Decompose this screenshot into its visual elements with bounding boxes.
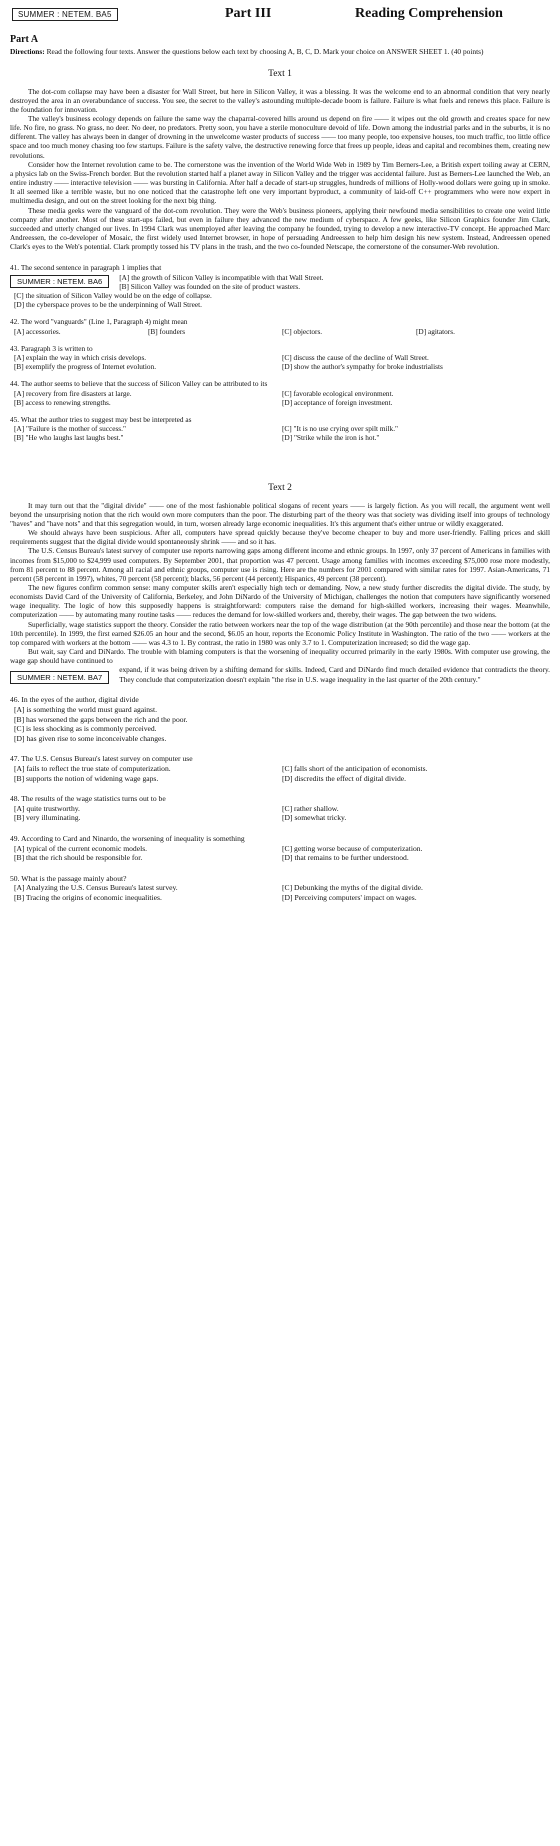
options [10, 705, 550, 743]
option-c[interactable]: [C] rather shallow. [282, 803, 339, 813]
text-2-paragraph: It may turn out that the "digital divide" —— one of the most fashionable political slogans of recent years —— is largely fiction. As you will recall, the argument went well beyond the unsurprising notion that the rich would own more computers than the poor. The disturbing part of the theory was that society was dividing itself into groups of technology "haves" and "have nots" and that this segregation would, in turn, worsen already large economic inequalities. It's this argument that's either untrue or wildly exaggerated. [10, 500, 550, 528]
question-41-options-row [10, 273, 550, 291]
option-c[interactable]: [C] the situation of Silicon Valley would be on the edge of collapse. [14, 290, 212, 300]
question-stem: 47. The U.S. Census Bureau's latest survey on computer use [10, 754, 193, 764]
options [10, 804, 550, 823]
question-48 [10, 794, 550, 823]
question-stem: 41. The second sentence in paragraph 1 implies that [10, 263, 162, 273]
option-b[interactable]: [B] supports the notion of widening wage gaps. [14, 773, 159, 783]
text-1-title: Text 1 [268, 68, 292, 79]
option-b[interactable]: [B] founders [148, 326, 186, 336]
question-43 [10, 344, 550, 372]
question-44 [10, 379, 550, 407]
text-2-title: Text 2 [268, 482, 292, 493]
option-c[interactable]: [C] favorable ecological environment. [282, 388, 394, 398]
option-d[interactable]: [D] Perceiving computers' impact on wages. [282, 892, 417, 902]
option-d[interactable]: [D] that remains to be further understood. [282, 853, 409, 863]
question-stem: 44. The author seems to believe that the success of Silicon Valley can be attributed to its [10, 379, 268, 389]
question-41-options-cd [10, 291, 550, 309]
text-2-paragraph: Superficially, wage statistics support the theory. Consider the ratio between workers near the top of the wage distribution (at the 90th percentile) and those near the bottom (at the 10th percentile). In 1999, the first earned $26.05 an hour and the second, $6.05 an hour, reports the Economic Policy Institute in Washington. The ratio of the two —— workers at the top compared with workers at the bottom —— was 4.3 to 1. By contrast, the ratio in 1980 was only 3.7 to 1. Computerization increased; so did the wage gap. [10, 619, 550, 647]
question-stem: 50. What is the passage mainly about? [10, 873, 127, 883]
options [10, 327, 550, 336]
option-b[interactable]: [B] "He who laughs last laughs best." [14, 433, 124, 443]
option-b[interactable]: [B] that the rich should be responsible for. [14, 853, 143, 863]
question-46 [10, 695, 550, 743]
options [10, 424, 550, 442]
options [10, 844, 550, 863]
text-2-paragraph-continuation: expand, if it was being driven by a shifting demand for skills. Indeed, Card and DiNardo find much detailed evidence that contradicts the theory. They conclude that computerization doesn't explain "the rise in U.S. wage inequality in the last quarter of the 20th century." [119, 665, 550, 684]
text-2-paragraph: We should always have been suspicious. After all, computers have spread quickly because they've become cheaper to buy and more user-friendly. Falling prices and skill requirements suggest that the digital divide would spontaneously shrink —— and so it has. [10, 528, 550, 547]
exam-page [10, 6, 550, 902]
option-a[interactable]: [A] accessories. [14, 326, 61, 336]
option-d[interactable]: [D] has given rise to some inconceivable changes. [14, 733, 167, 743]
exam-code-box: SUMMER : NETEM. BA5 [12, 8, 118, 21]
text-2-paragraph: The U.S. Census Bureau's latest survey of computer use reports narrowing gaps among different income and ethnic groups. In 1997, only 37 percent of Americans in families with incomes from $15,000 to $24,999 used computers. By September 2001, that proportion was 47 percent. Usage among families with incomes exceeding $75,000 rose more modestly, from 81 percent to 88 percent. Among all racial and ethnic groups, computer use is rising. Here are the numbers for 2001 compared with similar rates for 1997. Asian-Americans, 71 percent (58 percent in 1997), whites, 70 percent (58 percent); blacks, 56 percent (44 percent); Hispanics, 49 percent (38 percent). [10, 546, 550, 583]
option-a[interactable]: [A] recovery from fire disasters at large. [14, 388, 132, 398]
option-d[interactable]: [D] show the author's sympathy for broke industrialists [282, 362, 443, 372]
exam-code-box: SUMMER : NETEM. BA7 [10, 671, 109, 684]
option-d[interactable]: [D] "Strike while the iron is hot." [282, 433, 380, 443]
text-2-paragraph: But wait, say Card and DiNardo. The trouble with blaming computers is that the worsening of inequality occurred primarily in the early 1980s. With computer use growing, the wage gap should have continued to [10, 647, 550, 666]
text-1-paragraph: These media geeks were the vanguard of the dot-com revolution. They were the Web's business pioneers, applying their newfound media sensibilities to create one weird little company after another. Most of these start-ups failed, but even in failure they advanced the new medium of cyberspace. A few geeks, like Silicon Graphics founder Jim Clark, succeeded and utterly changed our lives. In 1994 Clark was unemployed after leaving the company he founded, trying to develop a new interactive-TV concept. He approached Marc Andreessen, the co-developer of Mosaic, the first widely used Internet browser, in hope of persuading Andreessen to help him design his new system. Instead, Andreessen opened Clark's eyes to the Web's potential. Clark promptly tossed his TV plans in the trash, and the two co-founded Netscape, the cornerstone of the consumer-Web revolution. [10, 205, 550, 252]
question-stem: 49. According to Card and Ninardo, the worsening of inequality is something [10, 833, 245, 843]
option-b[interactable]: [B] exemplify the progress of Internet evolution. [14, 362, 157, 372]
text-1-paragraph: The dot-com collapse may have been a disaster for Wall Street, but here in Silicon Valley, it was a blessing. It was the welcome end to an abnormal condition that very nearly destroyed the area in an overabundance of success. You see, the secret to the valley's astounding multiple-decade boom is failure. Failure is what fuels and renews this place. Failure is the foundation for innovation. [10, 86, 550, 114]
option-a[interactable]: [A] typical of the current economic models. [14, 843, 148, 853]
option-d[interactable]: [D] discredits the effect of digital divide. [282, 773, 407, 783]
option-c[interactable]: [C] discuss the cause of the decline of Wall Street. [282, 352, 429, 362]
options [10, 764, 550, 783]
question-stem: 45. What the author tries to suggest may best be interpreted as [10, 414, 192, 424]
question-stem: 46. In the eyes of the author, digital divide [10, 695, 139, 705]
option-c[interactable]: [C] falls short of the anticipation of economists. [282, 763, 428, 773]
text-1-body [10, 87, 550, 252]
option-a[interactable]: [A] explain the way in which crisis develops. [14, 352, 147, 362]
text-2-body [10, 501, 550, 685]
directions-text: Read the following four texts. Answer the questions below each text by choosing A, B, C, D. Mark your choice on ANSWER SHEET 1. (40 points) [46, 47, 484, 56]
option-b[interactable]: [B] very illuminating. [14, 813, 81, 823]
option-a[interactable]: [A] fails to reflect the true state of computerization. [14, 763, 171, 773]
option-c[interactable]: [C] Debunking the myths of the digital divide. [282, 883, 423, 893]
option-c[interactable]: [C] objectors. [282, 326, 323, 336]
section-title: Reading Comprehension [355, 6, 503, 21]
options [10, 883, 550, 902]
option-d[interactable]: [D] the cyberspace proves to be the underpinning of Wall Street. [14, 300, 202, 310]
question-50 [10, 874, 550, 903]
option-c[interactable]: [C] "It is no use crying over spilt milk." [282, 424, 399, 434]
text-2-continuation-row [10, 665, 550, 684]
options [10, 389, 550, 407]
option-b[interactable]: [B] has worsened the gaps between the rich and the poor. [14, 714, 188, 724]
question-41-options-ab [119, 273, 550, 291]
part-a-heading: Part A [10, 34, 39, 45]
option-a[interactable]: [A] quite trustworthy. [14, 803, 80, 813]
question-42 [10, 317, 550, 335]
question-49 [10, 834, 550, 863]
option-d[interactable]: [D] somewhat tricky. [282, 813, 347, 823]
option-d[interactable]: [D] agitators. [416, 326, 455, 336]
option-a[interactable]: [A] the growth of Silicon Valley is incompatible with that Wall Street. [119, 272, 324, 282]
question-stem: 43. Paragraph 3 is written to [10, 343, 93, 353]
option-c[interactable]: [C] is less shocking as is commonly perceived. [14, 724, 157, 734]
option-c[interactable]: [C] getting worse because of computerization. [282, 843, 423, 853]
exam-code-box: SUMMER : NETEM. BA6 [10, 275, 109, 288]
text-1-paragraph: Consider how the Internet revolution came to be. The cornerstone was the invention of the World Wide Web in 1989 by Tim Berners-Lee, a British expert toiling away at CERN, a physics lab on the Swiss-French border. But the revolution started half a planet away in Silicon Valley and the trigger was accidental failure. Just as Berners-Lee launched the Web, an entire industry —— interactive television —— was bursting in California. After half a decade of start-up struggles, hundreds of millions of Holly-wood dollars were going up in smoke. It all seemed like a terrible waste, but no one noticed that the catastrophe left one very important byproduct, a community of laid-off C++ programmers who were now expert in multimedia design, and out on the street looking for the next big thing. [10, 159, 550, 206]
text-1-paragraph: The valley's business ecology depends on failure the same way the chaparral-covered hills around us depend on fire —— it wipes out the old growth and creates space for new life. No fire, no grass. No grass, no deer. No deer, no predators. Pretty soon, you have a sterile monoculture devoid of life. Down among the industrial parks and in the suburbs, it is no different. The valley has always been in danger of drowning in the unwelcome waster products of success —— too many people, too expensive houses, too much traffic, too little office space and too much money chasing too few startups. Failure is the safety valve, the destructive renewing force that frees up people, ideas and capital and recombines them, creating new revolutions. [10, 113, 550, 160]
option-a[interactable]: [A] is something the world must guard against. [14, 704, 157, 714]
option-d[interactable]: [D] acceptance of foreign investment. [282, 397, 393, 407]
option-b[interactable]: [B] Silicon Valley was founded on the site of product wasters. [119, 281, 301, 291]
question-stem: 42. The word "vanguards" (Line 1, Paragraph 4) might mean [10, 317, 188, 327]
page-header [10, 6, 550, 28]
option-b[interactable]: [B] Tracing the origins of economic inequalities. [14, 892, 162, 902]
directions [10, 47, 550, 57]
option-a[interactable]: [A] "Failure is the mother of success." [14, 424, 126, 434]
directions-label: Directions: [10, 47, 45, 56]
option-a[interactable]: [A] Analyzing the U.S. Census Bureau's latest survey. [14, 883, 178, 893]
option-b[interactable]: [B] access to renewing strengths. [14, 397, 111, 407]
question-45 [10, 415, 550, 443]
text-2-paragraph: The new figures confirm common sense: many computer skills aren't especially high tech or demanding. Now, a new study further discredits the digital divide. The study, by economists David Card of the University of California, Berkeley, and John DiNardo of the University of Michigan, challenges the notion that computers have significantly worsened wage inequality. The logic of how this supposedly happens is straightforward: computers raise the demand for high-skilled workers, increasing their wages. Meanwhile, computerization —— by automating many routine tasks —— reduces the demand for low-skilled workers and, thereby, their wages. The gap between the two widens. [10, 582, 550, 620]
question-stem: 48. The results of the wage statistics turns out to be [10, 794, 166, 804]
part-heading: Part III [225, 6, 272, 21]
question-47 [10, 754, 550, 783]
options [10, 353, 550, 371]
question-41 [10, 263, 550, 309]
